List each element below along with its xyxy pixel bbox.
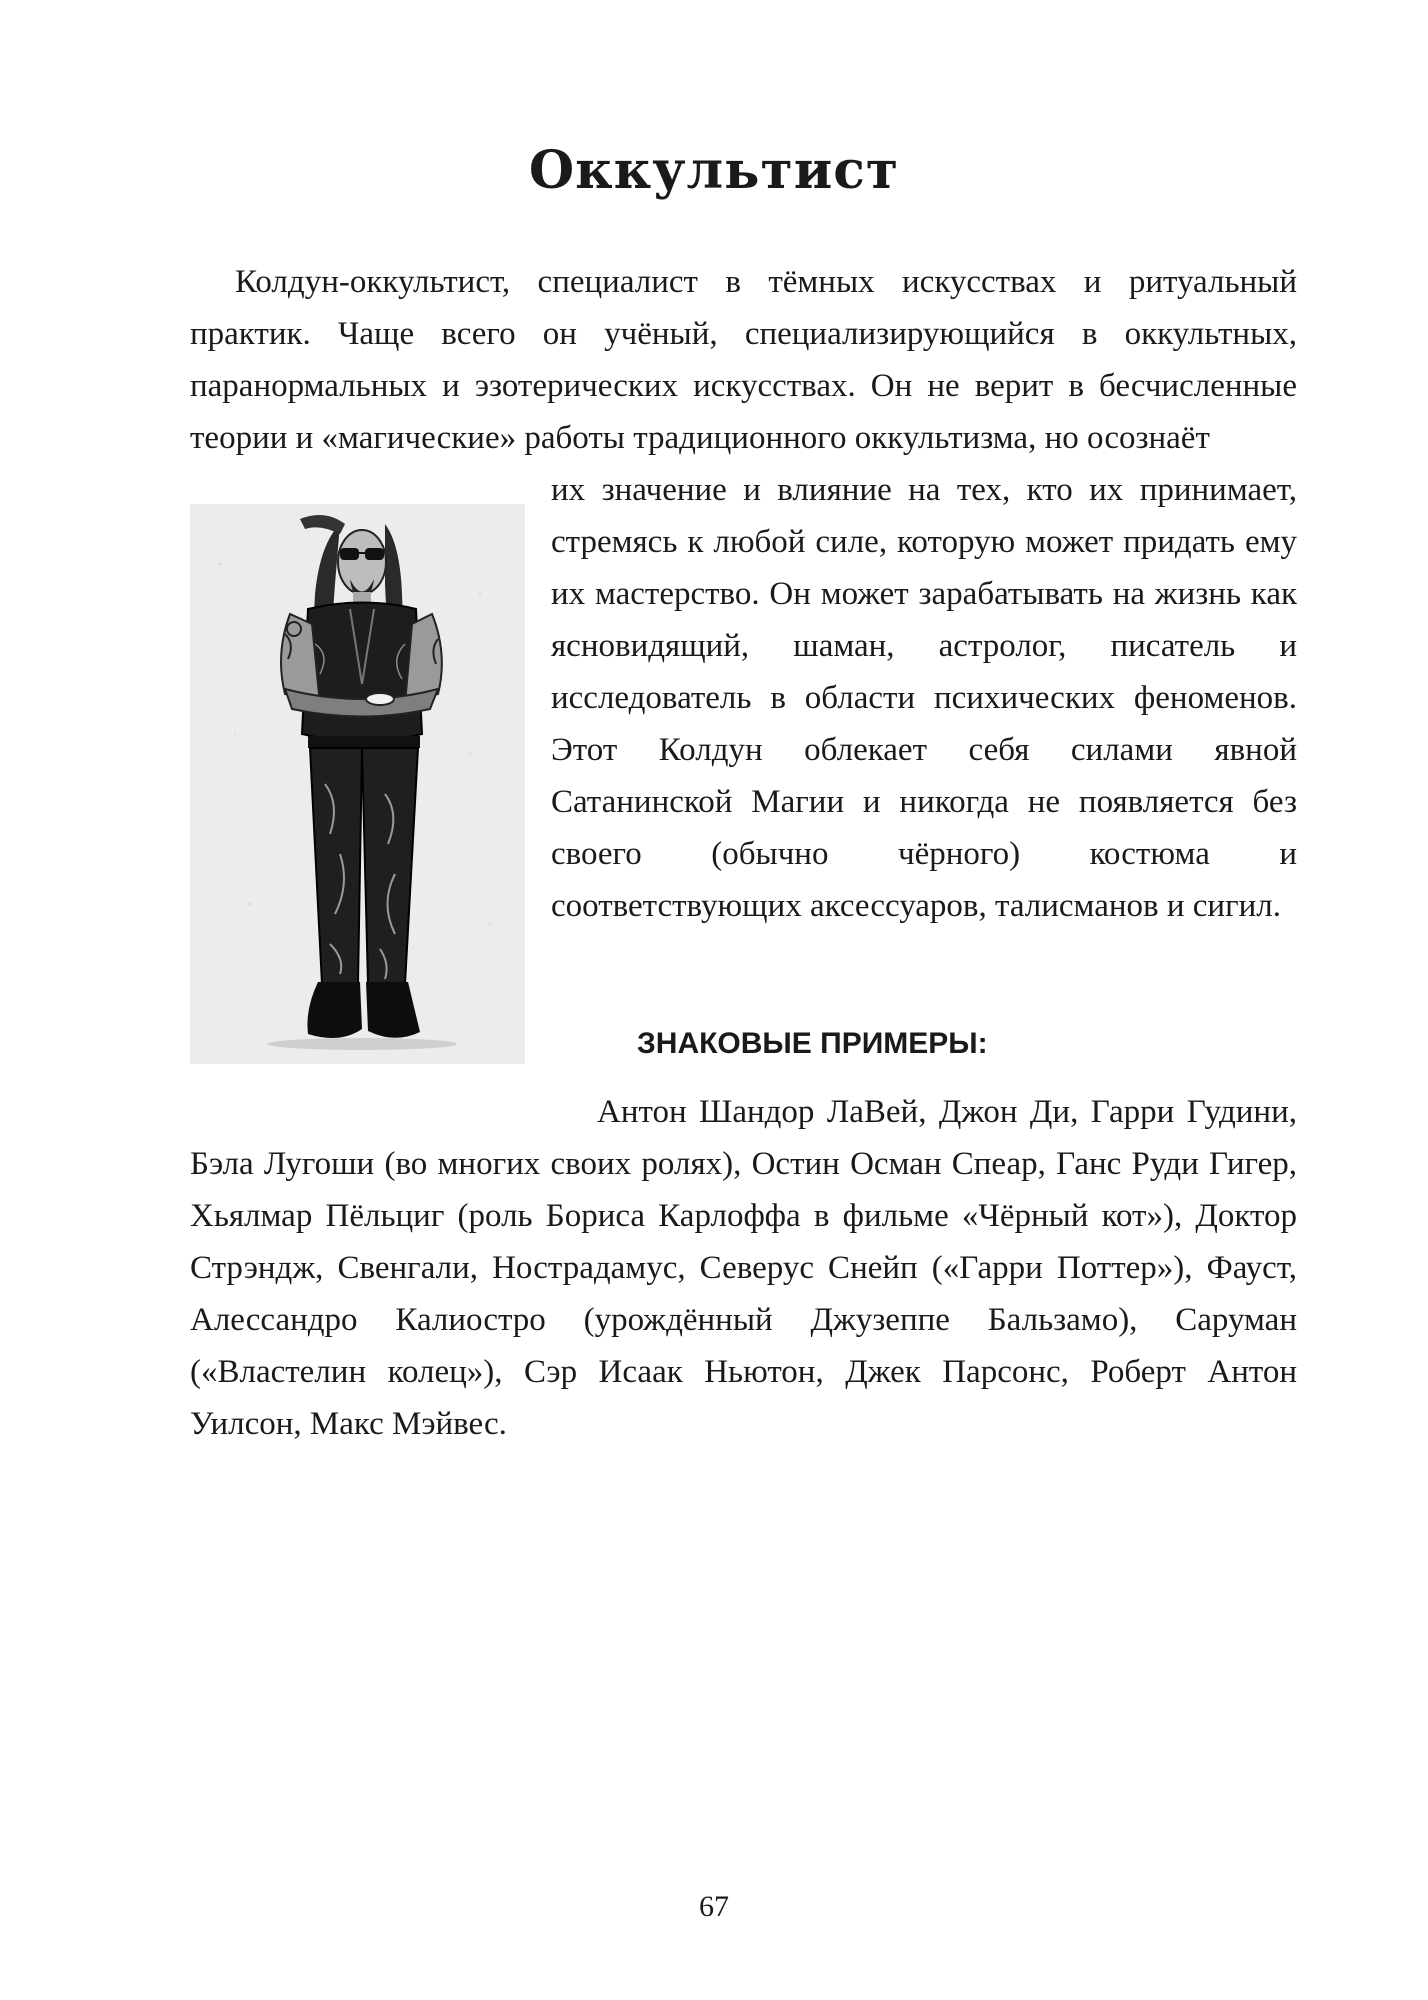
page-title: Оккультист [528,140,900,201]
examples-heading: ЗНАКОВЫЕ ПРИМЕРЫ: [637,1027,988,1060]
wrapped-paragraph: их значение и влияние на тех, кто их принимает, стремясь к любой силе, которую может придать ему их мастерство. Он может зарабатывать на жизнь как ясновидящий, шаман, астролог, писатель и исследователь в области психических феноменов. Этот Колдун облекает себя силами явной Сатанинской Магии и никогда не появляется без своего (обычно чёрного) костюма и соответствующих аксессуаров, талисманов и сигил. [551,472,1297,924]
occultist-illustration [190,504,525,1064]
examples-paragraph: Антон Шандор ЛаВей, Джон Ди, Гарри Гудини, Бэла Лугоши (во многих своих ролях), Остин Осман Спеар, Ганс Руди Гигер, Хьялмар Пёльциг (роль Бориса Карлоффа в фильме «Чёрный кот»), Доктор Стрэндж, Свенгали, Нострадамус, Северус Снейп («Гарри Поттер»), Фауст, Алессандро Калиостро (урождённый Джузеппе Бальзамо), Саруман («Властелин колец»), Сэр Исаак Ньютон, Джек Парсонс, Роберт Антон Уилсон, Макс Мэйвес. [190,1094,1297,1442]
page-number: 67 [699,1890,729,1923]
intro-paragraph: Колдун-оккультист, специалист в тёмных искусствах и ритуальный практик. Чаще всего он учёный, специализирующийся в оккультных, паранормальных и эзотерических искусствах. Он не верит в бесчисленные теории и «магические» работы традиционного оккультизма, но осознаёт [190,264,1297,456]
